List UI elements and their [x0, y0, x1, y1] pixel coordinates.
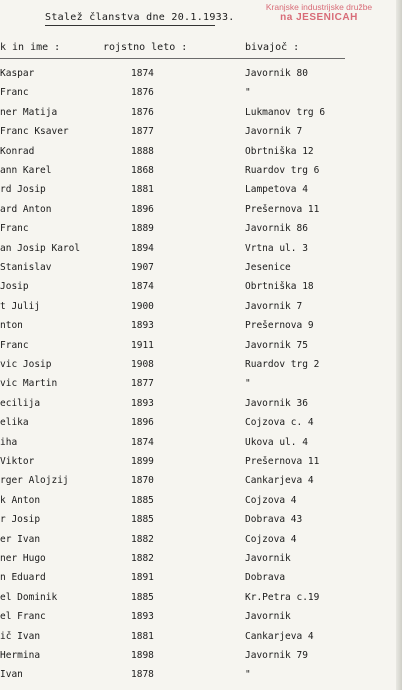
residence-cell: Javornik 7	[245, 126, 303, 138]
column-header-name: k in ime :	[0, 42, 61, 53]
table-row	[0, 204, 402, 225]
member-name-cell: Franc	[0, 339, 29, 351]
member-name-cell: Hermina	[0, 650, 41, 661]
table-row	[0, 398, 402, 419]
table-row	[0, 359, 402, 380]
residence-cell: Vrtna ul. 3	[245, 242, 308, 254]
birth-year-cell: 1881	[131, 630, 154, 642]
birth-year-cell: 1899	[131, 456, 154, 467]
table-row	[0, 437, 402, 458]
table-row	[0, 223, 402, 244]
residence-cell: Ruardov trg 6	[245, 165, 320, 176]
residence-cell: Cojzova 4	[245, 494, 297, 506]
table-row	[0, 475, 402, 496]
table-row	[0, 281, 402, 302]
residence-cell: Javornik	[245, 553, 291, 564]
institution-stamp	[244, 2, 394, 24]
column-header-residence: bivajoč :	[245, 42, 300, 53]
birth-year-cell: 1874	[131, 436, 154, 448]
table-row	[0, 107, 402, 128]
birth-year-cell: 1877	[131, 378, 154, 390]
residence-cell: Javornik 79	[245, 650, 308, 661]
member-name-cell: nton	[0, 320, 23, 332]
residence-cell: Obrtniška 12	[245, 145, 314, 157]
table-row	[0, 243, 402, 264]
birth-year-cell: 1874	[131, 68, 154, 79]
member-name-cell: ann Karel	[0, 165, 52, 176]
member-name-cell: vic Josip	[0, 359, 52, 370]
table-row	[0, 650, 402, 671]
residence-cell: Cojzova c. 4	[245, 417, 314, 429]
birth-year-cell: 1885	[131, 591, 154, 603]
member-name-cell: ner Matija	[0, 106, 58, 118]
member-name-cell: Franc	[0, 223, 29, 235]
table-row	[0, 184, 402, 205]
birth-year-cell: 1876	[131, 106, 154, 118]
birth-year-cell: 1877	[131, 126, 154, 138]
table-row	[0, 495, 402, 516]
table-row	[0, 631, 402, 652]
residence-cell: Kr.Petra c.19	[245, 591, 320, 603]
member-name-cell: iha	[0, 436, 18, 448]
birth-year-cell: 1878	[131, 669, 154, 681]
residence-cell: Cankarjeva 4	[245, 475, 314, 487]
birth-year-cell: 1893	[131, 320, 154, 332]
birth-year-cell: 1908	[131, 359, 154, 370]
residence-cell: Javornik 75	[245, 339, 308, 351]
member-name-cell: an Josip Karol	[0, 242, 81, 254]
stamp-line-2: na JESENICAH	[280, 12, 358, 23]
birth-year-cell: 1868	[131, 165, 154, 176]
birth-year-cell: 1891	[131, 572, 154, 584]
birth-year-cell: 1885	[131, 494, 154, 506]
header-rule	[0, 58, 345, 59]
stamp-line-1: Kranjske industrijske družbe	[265, 2, 373, 12]
member-name-cell: Ivan	[0, 669, 23, 681]
table-row	[0, 592, 402, 613]
member-name-cell: Stanislav	[0, 262, 52, 273]
bleed-through-text	[0, 681, 380, 689]
birth-year-cell: 1893	[131, 611, 154, 623]
table-row	[0, 456, 402, 477]
member-name-cell: rger Alojzij	[0, 475, 69, 487]
member-name-cell: Josip	[0, 281, 29, 293]
title-underline	[45, 25, 215, 26]
birth-year-cell: 1900	[131, 300, 154, 312]
birth-year-cell: 1876	[131, 87, 154, 99]
residence-cell: Dobrava 43	[245, 514, 303, 526]
residence-cell: Ukova ul. 4	[245, 436, 308, 448]
table-row	[0, 68, 402, 89]
member-name-cell: Franc Ksaver	[0, 126, 69, 138]
residence-cell: Lampetova 4	[245, 184, 308, 196]
residence-cell: "	[245, 87, 251, 99]
table-row	[0, 534, 402, 555]
table-row	[0, 669, 402, 690]
member-name-cell: ard Anton	[0, 203, 52, 215]
residence-cell: Cankarjeva 4	[245, 630, 314, 642]
residence-cell: "	[245, 669, 251, 681]
member-name-cell: er Ivan	[0, 533, 41, 545]
residence-cell: Obrtniška 18	[245, 281, 314, 293]
member-name-cell: ner Hugo	[0, 553, 46, 564]
residence-cell: Prešernova 11	[245, 203, 320, 215]
table-row	[0, 320, 402, 341]
table-row	[0, 572, 402, 593]
birth-year-cell: 1888	[131, 145, 154, 157]
residence-cell: Javornik 80	[245, 68, 308, 79]
member-name-cell: t Julij	[0, 300, 41, 312]
member-name-cell: Kaspar	[0, 68, 35, 79]
table-row	[0, 126, 402, 147]
residence-cell: Javornik	[245, 611, 291, 623]
birth-year-cell: 1881	[131, 184, 154, 196]
birth-year-cell: 1870	[131, 475, 154, 487]
table-row	[0, 340, 402, 361]
residence-cell: Javornik 36	[245, 397, 308, 409]
residence-cell: Jesenice	[245, 262, 291, 273]
table-row	[0, 553, 402, 574]
member-name-cell: ecilija	[0, 397, 41, 409]
member-name-cell: r Josip	[0, 514, 41, 526]
residence-cell: Cojzova 4	[245, 533, 297, 545]
residence-cell: Prešernova 11	[245, 456, 320, 467]
document-title: Stalež članstva dne 20.1.1933.	[45, 12, 235, 23]
member-name-cell: Konrad	[0, 145, 35, 157]
member-name-cell: n Eduard	[0, 572, 46, 584]
member-name-cell: vic Martin	[0, 378, 58, 390]
table-row	[0, 146, 402, 167]
birth-year-cell: 1896	[131, 203, 154, 215]
residence-cell: Javornik 7	[245, 300, 303, 312]
table-row	[0, 514, 402, 535]
birth-year-cell: 1882	[131, 553, 154, 564]
residence-cell: Prešernova 9	[245, 320, 314, 332]
table-row	[0, 611, 402, 632]
birth-year-cell: 1911	[131, 339, 154, 351]
table-row	[0, 165, 402, 186]
birth-year-cell: 1896	[131, 417, 154, 429]
birth-year-cell: 1898	[131, 650, 154, 661]
table-row	[0, 87, 402, 108]
column-header-year: rojstno leto :	[103, 42, 188, 53]
member-name-cell: k Anton	[0, 494, 41, 506]
birth-year-cell: 1889	[131, 223, 154, 235]
member-name-cell: elika	[0, 417, 29, 429]
birth-year-cell: 1885	[131, 514, 154, 526]
residence-cell: Lukmanov trg 6	[245, 106, 326, 118]
birth-year-cell: 1893	[131, 397, 154, 409]
birth-year-cell: 1882	[131, 533, 154, 545]
member-name-cell: Viktor	[0, 456, 35, 467]
table-row	[0, 417, 402, 438]
table-row	[0, 262, 402, 283]
member-name-cell: ič Ivan	[0, 630, 41, 642]
member-name-cell: el Franc	[0, 611, 46, 623]
member-name-cell: rd Josip	[0, 184, 46, 196]
member-name-cell: el Dominik	[0, 591, 58, 603]
residence-cell: Javornik 86	[245, 223, 308, 235]
table-row	[0, 378, 402, 399]
table-row	[0, 301, 402, 322]
residence-cell: Dobrava	[245, 572, 286, 584]
birth-year-cell: 1874	[131, 281, 154, 293]
residence-cell: Ruardov trg 2	[245, 359, 320, 370]
residence-cell: "	[245, 378, 251, 390]
birth-year-cell: 1894	[131, 242, 154, 254]
birth-year-cell: 1907	[131, 262, 154, 273]
member-name-cell: Franc	[0, 87, 29, 99]
